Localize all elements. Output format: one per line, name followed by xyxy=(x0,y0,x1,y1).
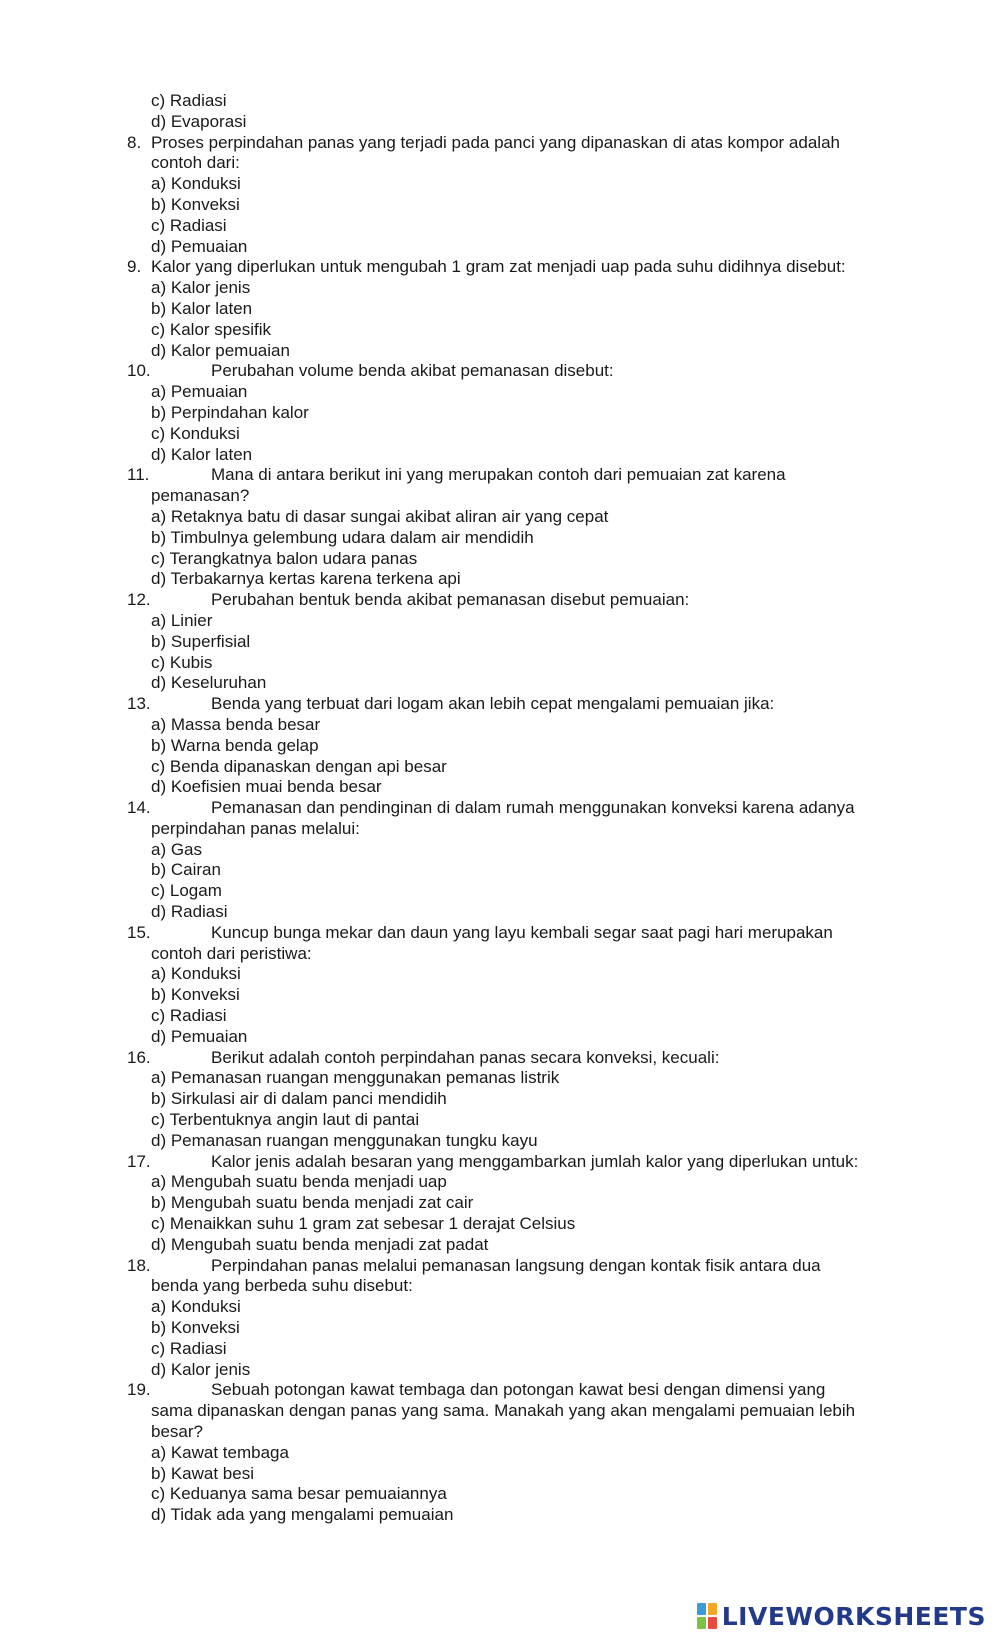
answer-option: d) Koefisien muai benda besar xyxy=(151,777,382,797)
question-line xyxy=(0,1256,1000,1277)
question-line xyxy=(0,798,1000,819)
answer-option: b) Cairan xyxy=(151,860,221,880)
answer-option: b) Konveksi xyxy=(151,985,240,1005)
question-text: Kuncup bunga mekar dan daun yang layu kembali segar saat pagi hari merupakan xyxy=(211,922,833,942)
answer-option: a) Kawat tembaga xyxy=(151,1442,289,1462)
question-number: 11. xyxy=(127,465,150,485)
answer-option: d) Kalor laten xyxy=(151,444,253,464)
question-number: 19. xyxy=(127,1380,151,1400)
answer-option: a) Pemanasan ruangan menggunakan pemanas listrik xyxy=(151,1068,560,1088)
answer-option: b) Superfisial xyxy=(151,631,251,651)
answer-option: d) Mengubah suatu benda menjadi zat padat xyxy=(151,1234,489,1254)
answer-option: c) Kubis xyxy=(151,652,213,672)
question-text: Benda yang terbuat dari logam akan lebih cepat mengalami pemuaian jika: xyxy=(211,694,775,714)
answer-option: c) Konduksi xyxy=(151,423,240,443)
question-number: 14. xyxy=(127,798,151,818)
answer-option: b) Mengubah suatu benda menjadi zat cair xyxy=(151,1193,474,1213)
answer-option: b) Warna benda gelap xyxy=(151,735,319,755)
question-number: 10. xyxy=(127,361,151,381)
question-number: 13. xyxy=(127,694,151,714)
question-line xyxy=(0,923,1000,944)
answer-option: d) Pemanasan ruangan menggunakan tungku kayu xyxy=(151,1130,538,1150)
question-text: Kalor yang diperlukan untuk mengubah 1 gram zat menjadi uap pada suhu didihnya disebut: xyxy=(151,257,846,277)
answer-option: d) Radiasi xyxy=(151,902,228,922)
question-number: 8. xyxy=(127,132,142,152)
answer-option: b) Perpindahan kalor xyxy=(151,402,309,422)
answer-option: c) Radiasi xyxy=(151,91,227,110)
logo-square xyxy=(708,1617,717,1629)
answer-option: c) Radiasi xyxy=(151,1006,227,1026)
answer-option: a) Mengubah suatu benda menjadi uap xyxy=(151,1172,447,1192)
question-text: Mana di antara berikut ini yang merupakan contoh dari pemuaian zat karena xyxy=(211,465,786,485)
question-number: 17. xyxy=(127,1151,151,1171)
liveworksheets-logo-icon xyxy=(697,1603,717,1629)
question-text-continued: perpindahan panas melalui: xyxy=(151,818,360,838)
answer-option: a) Retaknya batu di dasar sungai akibat aliran air yang cepat xyxy=(151,506,609,526)
question-line xyxy=(0,133,1000,154)
question-line xyxy=(0,590,1000,611)
answer-option: b) Sirkulasi air di dalam panci mendidih xyxy=(151,1089,447,1109)
answer-option: a) Linier xyxy=(151,610,213,630)
question-text: Perubahan volume benda akibat pemanasan disebut: xyxy=(211,361,614,381)
question-text-continued: besar? xyxy=(151,1422,203,1441)
liveworksheets-logo xyxy=(697,1599,986,1633)
answer-option: a) Massa benda besar xyxy=(151,714,321,734)
answer-option: c) Terbentuknya angin laut di pantai xyxy=(151,1110,420,1130)
question-text: Perpindahan panas melalui pemanasan langsung dengan kontak fisik antara dua xyxy=(211,1255,821,1275)
question-number: 18. xyxy=(127,1255,151,1275)
answer-option: c) Radiasi xyxy=(151,1338,227,1358)
answer-option: b) Timbulnya gelembung udara dalam air mendidih xyxy=(151,527,534,547)
question-text: Kalor jenis adalah besaran yang menggambarkan jumlah kalor yang diperlukan untuk: xyxy=(211,1151,859,1171)
answer-option: d) Terbakarnya kertas karena terkena api xyxy=(151,569,461,589)
question-line xyxy=(0,465,1000,486)
question-line xyxy=(0,1152,1000,1173)
answer-option: d) Kalor jenis xyxy=(151,1359,251,1379)
answer-option: a) Konduksi xyxy=(151,174,241,194)
question-line xyxy=(0,1048,1000,1069)
answer-option: a) Pemuaian xyxy=(151,382,248,402)
answer-option: c) Benda dipanaskan dengan api besar xyxy=(151,756,447,776)
question-text-continued: sama dipanaskan dengan panas yang sama. Manakah yang akan mengalami pemuaian lebih xyxy=(151,1401,856,1421)
answer-option: d) Keseluruhan xyxy=(151,673,267,693)
question-text-continued: contoh dari: xyxy=(151,153,240,173)
worksheet xyxy=(0,91,1000,1526)
answer-option: d) Pemuaian xyxy=(151,1026,248,1046)
question-text-continued: contoh dari peristiwa: xyxy=(151,943,312,963)
answer-option: d) Kalor pemuaian xyxy=(151,340,290,360)
question-line xyxy=(0,1380,1000,1401)
answer-option: d) Tidak ada yang mengalami pemuaian xyxy=(151,1505,454,1525)
answer-option: a) Konduksi xyxy=(151,964,241,984)
answer-option: c) Keduanya sama besar pemuaiannya xyxy=(151,1484,447,1504)
answer-option: b) Konveksi xyxy=(151,1318,240,1338)
logo-square xyxy=(708,1603,717,1615)
answer-option: a) Kalor jenis xyxy=(151,278,251,298)
answer-option: a) Konduksi xyxy=(151,1297,241,1317)
answer-option: d) Evaporasi xyxy=(151,111,247,131)
logo-square xyxy=(697,1603,706,1615)
answer-option: b) Kalor laten xyxy=(151,298,253,318)
answer-option: c) Radiasi xyxy=(151,215,227,235)
answer-option: c) Menaikkan suhu 1 gram zat sebesar 1 derajat Celsius xyxy=(151,1214,576,1234)
answer-option: c) Terangkatnya balon udara panas xyxy=(151,548,418,568)
answer-option: d) Pemuaian xyxy=(151,236,248,256)
answer-option: c) Kalor spesifik xyxy=(151,319,271,339)
question-number: 15. xyxy=(127,922,151,942)
question-number: 12. xyxy=(127,590,151,610)
answer-option: a) Gas xyxy=(151,839,203,859)
answer-option: c) Logam xyxy=(151,881,222,901)
question-number: 9. xyxy=(127,257,142,277)
question-text: Sebuah potongan kawat tembaga dan potongan kawat besi dengan dimensi yang xyxy=(211,1380,826,1400)
question-text: Pemanasan dan pendinginan di dalam rumah menggunakan konveksi karena adanya xyxy=(211,798,855,818)
question-number: 16. xyxy=(127,1047,151,1067)
answer-option: b) Konveksi xyxy=(151,194,240,214)
question-line xyxy=(0,694,1000,715)
question-text-continued: pemanasan? xyxy=(151,486,250,506)
logo-text: LIVEWORKSHEETS xyxy=(721,1601,986,1631)
question-text-continued: benda yang berbeda suhu disebut: xyxy=(151,1276,413,1296)
answer-option: b) Kawat besi xyxy=(151,1463,254,1483)
question-text: Perubahan bentuk benda akibat pemanasan disebut pemuaian: xyxy=(211,590,690,610)
question-line xyxy=(0,361,1000,382)
question-line xyxy=(0,257,1000,278)
question-text: Berikut adalah contoh perpindahan panas secara konveksi, kecuali: xyxy=(211,1047,720,1067)
question-text: Proses perpindahan panas yang terjadi pada panci yang dipanaskan di atas kompor adalah xyxy=(151,132,840,152)
logo-square xyxy=(697,1617,706,1629)
